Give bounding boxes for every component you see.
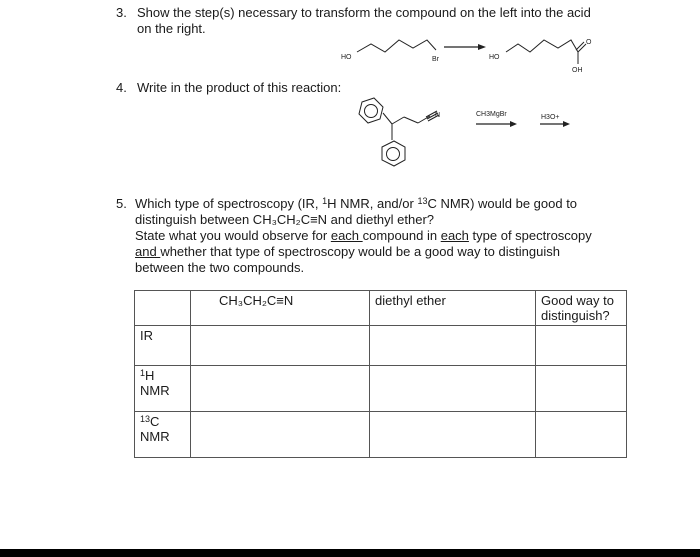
q5-number: 5. (116, 196, 127, 211)
q3-reactant-ho-label: HO (341, 54, 352, 61)
q5-line2: distinguish between CH₃CH₂C≡N and diethyl ether? (135, 212, 435, 227)
q3-product-oh-label: OH (572, 67, 583, 74)
table-row (135, 326, 627, 366)
q5-line1: Which type of spectroscopy (IR, $^1$H NMR, and/or $^{13}$C NMR) would be good to (135, 196, 578, 211)
q3-reaction-arrow (444, 44, 486, 50)
q3-reactant-structure (357, 40, 436, 52)
table-row-label-ir: IR (135, 326, 191, 366)
table-cell[interactable] (536, 412, 627, 458)
q3-product-ho-label: HO (489, 54, 500, 61)
q5-line5: between the two compounds. (135, 260, 305, 275)
q4-nitrile-n-label: N (435, 112, 441, 119)
q3-product-o-label: O (586, 39, 592, 46)
q4-text: Write in the product of this reaction: (137, 80, 342, 95)
table-cell[interactable] (370, 366, 536, 412)
table-row (135, 366, 627, 412)
q3-reactant-br-label: Br (432, 56, 439, 63)
table-header-row (135, 291, 627, 326)
table-header-good-way: Good way to distinguish? (536, 291, 627, 326)
q4-reactant-structure (359, 98, 439, 166)
table-cell[interactable] (370, 326, 536, 366)
table-header-blank (135, 291, 191, 326)
table-cell[interactable] (370, 412, 536, 458)
q3-number: 3. (116, 5, 127, 20)
table-cell[interactable] (191, 326, 370, 366)
table-header-diethyl-ether: diethyl ether (370, 291, 536, 326)
q4-reagent1-label: CH3MgBr (476, 111, 507, 118)
table-cell[interactable] (536, 366, 627, 412)
q4-reagent2-label: H3O+ (541, 114, 560, 121)
q4-reagent2-arrow (540, 121, 570, 127)
q5-line4: and whether that type of spectroscopy would be a good way to distinguish (135, 244, 560, 259)
table-header-nitrile: CH₃CH₂C≡N (191, 291, 370, 326)
table-cell[interactable] (536, 326, 627, 366)
table-cell[interactable] (191, 366, 370, 412)
q3-line2: on the right. (137, 21, 206, 36)
q3-product-structure (506, 40, 586, 64)
spectroscopy-table (134, 290, 627, 458)
table-row-label-h-nmr: $^1$H NMR (135, 366, 191, 412)
table-cell[interactable] (191, 412, 370, 458)
table-row-label-c-nmr: $^{13}$C NMR (135, 412, 191, 458)
chemical-structures (0, 0, 700, 200)
q4-number: 4. (116, 80, 127, 95)
q4-reagent1-arrow (476, 121, 517, 127)
q3-line1: Show the step(s) necessary to transform the compound on the left into the acid (137, 5, 591, 20)
table-row (135, 412, 627, 458)
q5-line3: State what you would observe for each compound in each type of spectroscopy (135, 228, 592, 243)
